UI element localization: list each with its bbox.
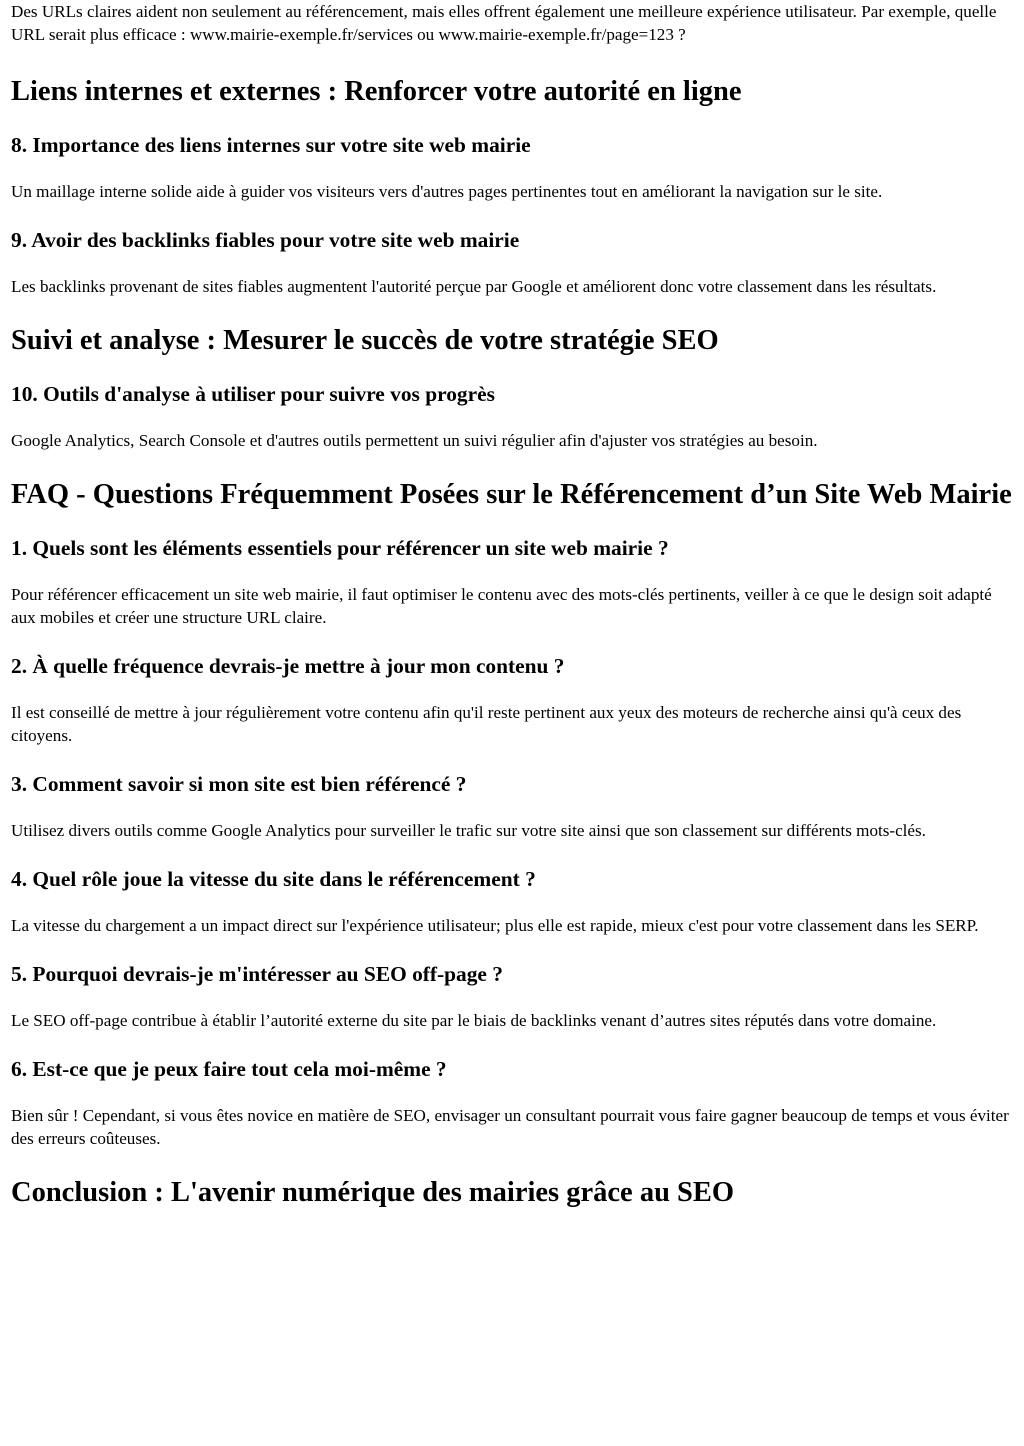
faq-answer-3: Utilisez divers outils comme Google Analytics pour surveiller le trafic sur votre site ainsi que son classement sur différents mots-clés. (11, 821, 926, 840)
faq-answer-4: La vitesse du chargement a un impact direct sur l'expérience utilisateur; plus elle est rapide, mieux c'est pour votre classement dans les SERP. (11, 916, 979, 935)
paragraph-internal-links: Un maillage interne solide aide à guider vos visiteurs vers d'autres pages pertinentes tout en améliorant la navigation sur le site. (11, 182, 883, 201)
subheading-backlinks: 9. Avoir des backlinks fiables pour votre site web mairie (11, 228, 520, 252)
faq-question-5: 5. Pourquoi devrais-je m'intéresser au SEO off-page ? (11, 962, 503, 986)
intro-paragraph: Des URLs claires aident non seulement au référencement, mais elles offrent également une meilleure expérience utilisateur. Par exemple, quelle URL serait plus efficace : www.mairie-exemple.fr/services ou www.mairie-exemple.fr/page=123 ? (11, 2, 997, 44)
subheading-internal-links: 8. Importance des liens internes sur votre site web mairie (11, 133, 531, 157)
faq-answer-1: Pour référencer efficacement un site web mairie, il faut optimiser le contenu avec des mots-clés pertinents, veiller à ce que le design soit adapté aux mobiles et créer une structure URL claire. (11, 585, 992, 627)
subheading-analytics-tools: 10. Outils d'analyse à utiliser pour suivre vos progrès (11, 382, 495, 406)
faq-answer-5: Le SEO off-page contribue à établir l’autorité externe du site par le biais de backlinks venant d’autres sites réputés dans votre domaine. (11, 1011, 937, 1030)
faq-answer-2: Il est conseillé de mettre à jour régulièrement votre contenu afin qu'il reste pertinent aux yeux des moteurs de recherche ainsi qu'à ceux des citoyens. (11, 703, 962, 745)
section-heading-tracking: Suivi et analyse : Mesurer le succès de votre stratégie SEO (11, 325, 719, 356)
section-heading-conclusion: Conclusion : L'avenir numérique des mairies grâce au SEO (11, 1177, 735, 1208)
faq-question-1: 1. Quels sont les éléments essentiels pour référencer un site web mairie ? (11, 536, 669, 560)
faq-question-2: 2. À quelle fréquence devrais-je mettre à jour mon contenu ? (11, 654, 565, 678)
faq-answer-6: Bien sûr ! Cependant, si vous êtes novice en matière de SEO, envisager un consultant pourrait vous faire gagner beaucoup de temps et vous éviter des erreurs coûteuses. (11, 1106, 1009, 1148)
faq-question-4: 4. Quel rôle joue la vitesse du site dans le référencement ? (11, 867, 536, 891)
faq-question-3: 3. Comment savoir si mon site est bien référencé ? (11, 772, 467, 796)
section-heading-links: Liens internes et externes : Renforcer votre autorité en ligne (11, 76, 742, 107)
paragraph-analytics-tools: Google Analytics, Search Console et d'autres outils permettent un suivi régulier afin d'ajuster vos stratégies au besoin. (11, 431, 818, 450)
section-heading-faq: FAQ - Questions Fréquemment Posées sur le Référencement d’un Site Web Mairie (11, 479, 1012, 510)
paragraph-backlinks: Les backlinks provenant de sites fiables augmentent l'autorité perçue par Google et améliorent donc votre classement dans les résultats. (11, 277, 937, 296)
faq-question-6: 6. Est-ce que je peux faire tout cela moi-même ? (11, 1057, 447, 1081)
